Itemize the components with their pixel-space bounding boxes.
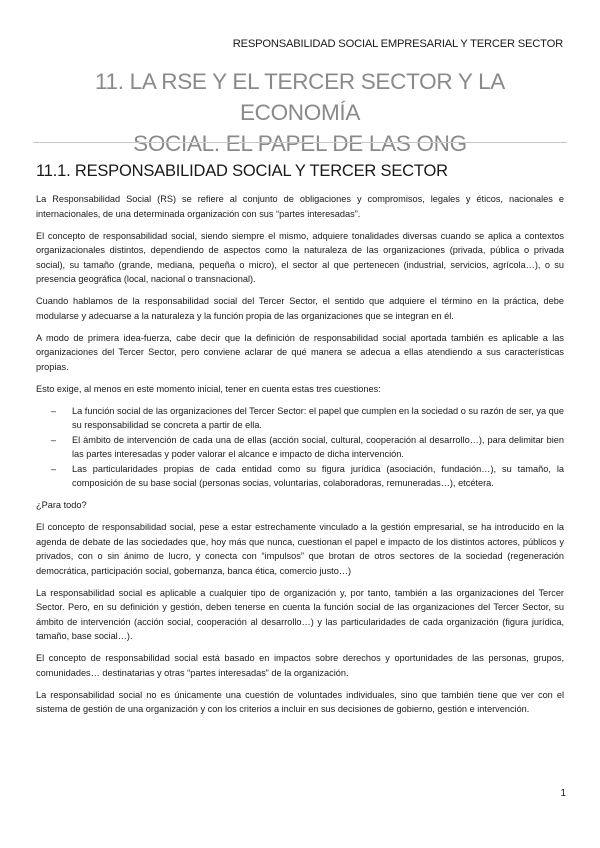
paragraph-rs-definition: La Responsabilidad Social (RS) se refiere al conjunto de obligaciones y compromisos, legales y éticos, nacionales e internacionales, de una determinada organización con sus “partes interesadas”.	[36, 194, 564, 219]
chapter-title-line-1: 11. LA RSE Y EL TERCER SECTOR Y LA ECONOMÍA	[94, 69, 505, 125]
list-item	[36, 462, 564, 491]
list-item	[36, 433, 564, 462]
paragraph-management-system: La responsabilidad social no es únicamente una cuestión de voluntades individuales, sino que también tiene que ver con el sistema de gestión de una organización y con los criterios a incluir en sus decisiones de gobierno, gestión e intervención.	[36, 689, 564, 714]
document-body	[36, 192, 564, 724]
list-bullet: –	[50, 434, 56, 445]
list-bullet: –	[50, 463, 56, 474]
section-title: 11.1. RESPONSABILIDAD SOCIAL Y TERCER SECTOR	[36, 162, 448, 180]
paragraph-third-sector-sense: Cuando hablamos de la responsabilidad social del Tercer Sector, el sentido que adquiere el término en la práctica, debe modularse y adecuarse a la naturaleza y la función propia de las organizaciones que se integran en él.	[36, 296, 564, 321]
list-bullet: –	[50, 405, 56, 416]
list-item-text: La función social de las organizaciones del Tercer Sector: el papel que cumplen en la sociedad o su razón de ser, ya que su responsabilidad se concreta a partir de ella.	[72, 405, 564, 430]
running-header: RESPONSABILIDAD SOCIAL EMPRESARIAL Y TERCER SECTOR	[232, 38, 563, 50]
paragraph-three-questions-intro: Esto exige, al menos en este momento inicial, tener en cuenta estas tres cuestiones:	[36, 383, 381, 394]
paragraph-impacts: El concepto de responsabilidad social está basado en impactos sobre derechos y oportunidades de las personas, grupos, comunidades… destinatarias y otras “partes interesadas” de la organización.	[36, 653, 564, 678]
page-number: 1	[560, 788, 566, 799]
list-item-text: El ámbito de intervención de cada una de ellas (acción social, cultural, cooperación al desarrollo…), para delimitar bien las partes interesadas y poder valorar el alcance e impacto de dicha intervención.	[72, 434, 564, 459]
paragraph-concept-contexts: El concepto de responsabilidad social, siendo siempre el mismo, adquiere tonalidades diversas cuando se aplica a contextos organizacionales distintos, dependiendo de aspectos como la naturaleza de las organizaciones (privada, pública o privada social), su tamaño (grande, mediana, pequeña o micro), el sector al que pertenecen (industrial, servicios, agrícola…), o su presencia geográfica (local, nacional o transnacional).	[36, 230, 564, 284]
questions-list	[36, 404, 564, 491]
list-item-text: Las particularidades propias de cada entidad como su figura jurídica (asociación, fundación…), su tamaño, la composición de su base social (personas socias, voluntarias, colaboradoras, remuneradas…), etcétera.	[72, 463, 564, 488]
paragraph-applicability: La responsabilidad social es aplicable a cualquier tipo de organización y, por tanto, también a las organizaciones del Tercer Sector. Pero, en su definición y gestión, deben tenerse en cuenta la función social de las organizaciones del Tercer Sector, su ámbito de intervención (acción social, cooperación al desarrollo…) y las particularidades de cada organización (figura jurídica, tamaño, base social…).	[36, 587, 564, 641]
paragraph-business-link: El concepto de responsabilidad social, pese a estar estrechamente vinculado a la gestión empresarial, se ha introducido en la agenda de debate de las sociedades que, hoy más que nunca, cuestionan el papel e impacto de los distintos actores, públicos y privados, con o sin ánimo de lucro, y conecta con “impulsos” que brotan de otros sectores de la sociedad (regeneración democrática, participación social, gobernanza, banca ética, comercio justo…)	[36, 522, 564, 576]
chapter-title	[40, 66, 560, 159]
title-divider	[33, 142, 567, 143]
chapter-title-line-2: SOCIAL. EL PAPEL DE LAS ONG	[133, 131, 467, 156]
question-heading: ¿Para todo?	[36, 500, 87, 510]
paragraph-first-idea: A modo de primera idea-fuerza, cabe decir que la definición de responsabilidad social aportada también es aplicable a las organizaciones del Tercer Sector, pero conviene aclarar de qué manera se adecua a ellas atendiendo a sus características propias.	[36, 332, 564, 372]
list-item	[36, 404, 564, 433]
